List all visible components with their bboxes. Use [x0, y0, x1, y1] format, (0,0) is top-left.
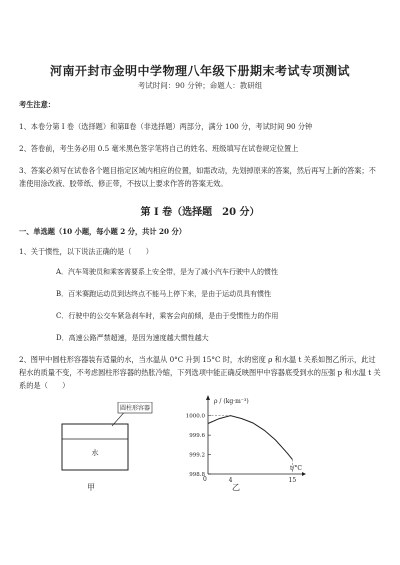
notice-item-2: 2、答卷前，考生务必用 0.5 毫米黑色签字笔将自己的姓名、班级填写在试卷规定位置上 [19, 144, 299, 153]
y-tick-label: 1000.0 [185, 413, 205, 420]
figure-jia-caption: 甲 [87, 483, 95, 492]
y-tick-label: 999.2 [189, 452, 205, 459]
question-1-option-c: C．行驶中的公交车紧急刹车时，乘客会向前倾，是由于受惯性力的作用 [56, 312, 279, 320]
density-temperature-chart [180, 394, 310, 490]
question-1-option-a: A．汽车驾驶员和乘客需要系上安全带，是为了减小汽车行驶中人的惯性 [56, 268, 279, 276]
figure-jia-container [54, 402, 154, 478]
y-tick-label: 998.8 [189, 472, 205, 478]
y-tick-label: 999.6 [189, 433, 205, 440]
x-tick-label: 15 [288, 477, 297, 484]
question-1-option-d: D．高速公路严禁超速，是因为速度越大惯性越大 [56, 334, 209, 342]
container-label: 圆柱形容器 [119, 405, 151, 412]
y-axis-label: ρ / (kg·m⁻³) [214, 398, 249, 405]
density-curve [208, 416, 292, 460]
cylinder-outline [62, 424, 128, 470]
section-title: 第 I 卷（选择题 20 分） [140, 207, 260, 218]
notice-item-1: 1、本卷分第 I 卷（选择题）和第Ⅱ卷（非选择题）两部分，满分 100 分，考试时间 90 分钟 [19, 122, 313, 131]
notice-heading: 考生注意： [19, 100, 55, 109]
question-2-stem: 2、图甲中圆柱形容器装有适量的水，当水温从 0°C 升到 15°C 时，水的密度 ρ 和水温 t 关系如图乙所示，此过程水的质量不变，不考虑圆柱形容器的热胀冷缩，下列选项中能正确反映图甲中容器底受到水的压强 p 和水温 t 关系的是（ ） [19, 355, 381, 390]
x-axis-label: t/°C [290, 465, 303, 472]
exam-subtitle: 考试时间：90 分钟；命题人：教研组 [137, 81, 263, 90]
x-tick-label: 4 [228, 477, 233, 484]
part-heading: 一、单选题（10 小题，每小题 2 分，共计 20 分） [19, 227, 186, 236]
x-axis-arrow [302, 472, 306, 476]
tick-group [186, 414, 297, 484]
question-1-option-b: B．百米赛跑运动员到达终点不能马上停下来，是由于运动员具有惯性 [56, 290, 272, 298]
x-tick-label: 0 [203, 476, 207, 483]
question-1-stem: 1、关于惯性，以下说法正确的是（ ） [19, 247, 153, 256]
exam-title: 河南开封市金明中学物理八年级下册期末考试专项测试 [49, 64, 350, 78]
y-axis-arrow [206, 395, 210, 400]
notice-item-3: 3、答案必须写在试卷各个题目指定区域内相应的位置，如需改动，先划掉原来的答案，然后再写上新的答案；不准使用涂改液、胶带纸、修正带，不按以上要求作答的答案无效。 [19, 166, 376, 188]
figure-yi-caption: 乙 [232, 483, 240, 492]
water-label: 水 [91, 449, 99, 457]
